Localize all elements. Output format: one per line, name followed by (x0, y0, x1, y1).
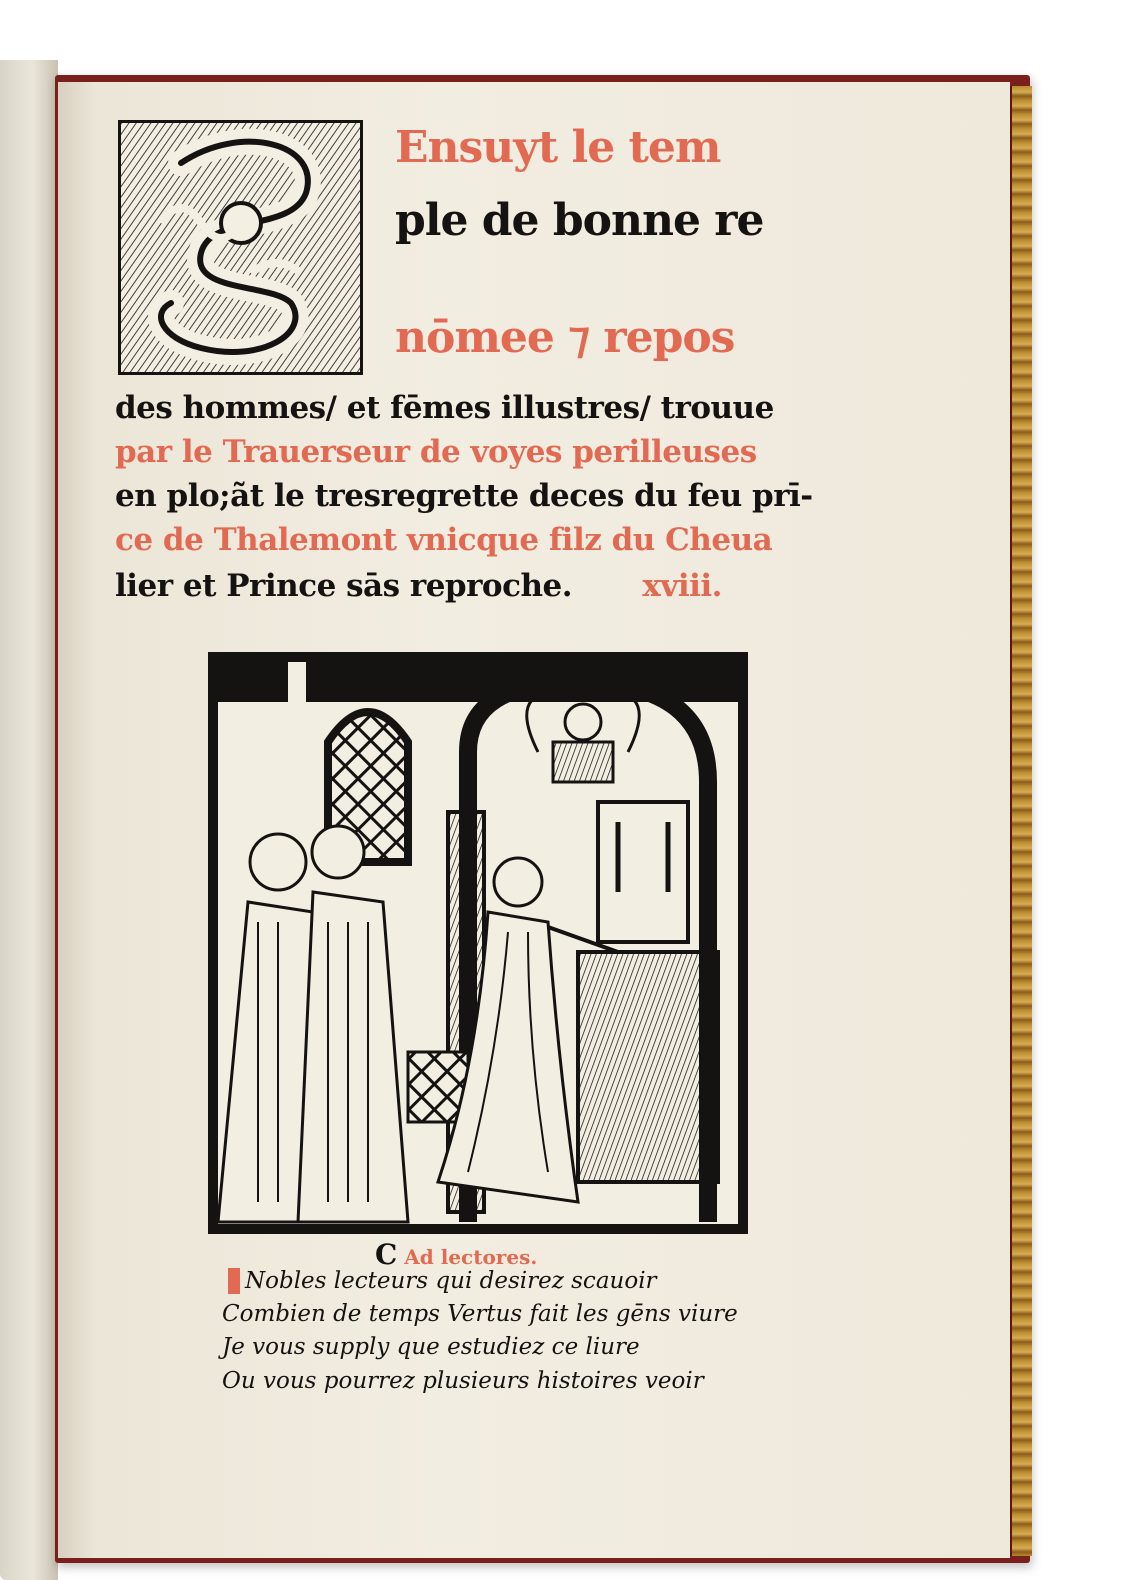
title-line-1: Ensuyt le tem (395, 122, 721, 173)
body-line-1: des hommes/ et fēmes illustres/ trouue (115, 390, 774, 426)
body-line-3: en plo;ãt le tresregrette deces du feu prī- (115, 478, 813, 514)
chapter-number: xviii. (642, 568, 722, 604)
red-paragraph-mark (228, 1268, 240, 1294)
caption-label: C Ad lectores. (375, 1238, 538, 1271)
gilt-edge (1010, 86, 1032, 1556)
verse-line-1: Nobles lecteurs qui desirez scauoir (245, 1268, 657, 1294)
verse-line-2: Combien de temps Vertus fait les gēns viure (222, 1301, 738, 1327)
body-line-5: lier et Prince sās reproche. xviii. (115, 568, 722, 604)
title-line-3: nōmee ⁊ repos (395, 312, 735, 363)
body-line-2: par le Trauerseur de voyes perilleuses (115, 434, 757, 470)
title-line-2: ple de bonne re (395, 195, 764, 246)
left-page-edge (0, 60, 58, 1580)
verse-line-3: Je vous supply que estudiez ce liure (222, 1334, 640, 1360)
body-line-4: ce de Thalemont vnicque filz du Cheua (115, 522, 773, 558)
verse-line-4: Ou vous pourrez plusieurs histoires veoir (222, 1368, 704, 1394)
woodcut-initial-S-icon (118, 120, 363, 375)
woodcut-illustration (208, 652, 748, 1234)
